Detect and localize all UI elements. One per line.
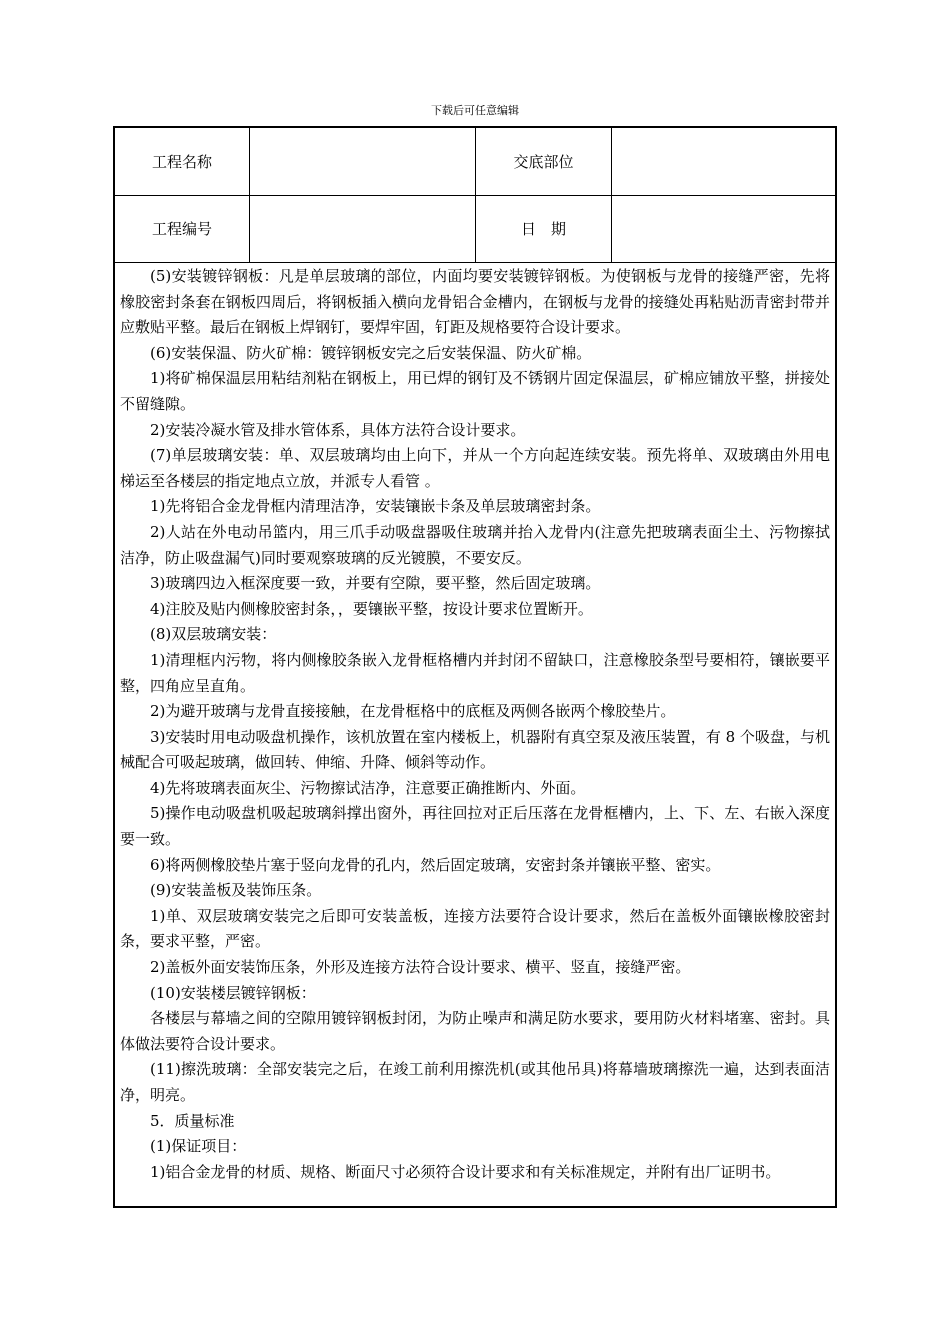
paragraph: 1)清理框内污物，将内侧橡胶条嵌入龙骨框格槽内并封闭不留缺口，注意橡胶条型号要相符，镶嵌要平整，四角应呈直角。 [120,650,830,695]
paragraph: 2)为避开玻璃与龙骨直接接触，在龙骨框格中的底框及两侧各嵌两个橡胶垫片。 [150,702,676,721]
project-no-value [250,195,476,262]
date-value [612,195,835,262]
paragraph: 4)先将玻璃表面灰尘、污物擦试洁净，注意要正确推断内、外面。 [150,778,586,797]
disclosure-body [120,264,830,1185]
paragraph: 4)注胶及贴内侧橡胶密封条，，要镶嵌平整，按设计要求位置断开。 [150,599,593,618]
paragraph: 1)将矿棉保温层用粘结剂粘在钢板上，用已焊的钢钉及不锈钢片固定保温层，矿棉应铺放平整，拼接处不留缝隙。 [120,369,830,413]
paragraph: 各楼层与幕墙之间的空隙用镀锌钢板封闭，为防止噪声和满足防水要求，要用防火材料堵塞、密封。具体做法要符合设计要求。 [120,1009,830,1053]
project-name-value [250,128,476,195]
paragraph: 1)铝合金龙骨的材质、规格、断面尺寸必须符合设计要求和有关标准规定，并附有出厂证明书。 [150,1162,781,1181]
paragraph: 2)盖板外面安装饰压条，外形及连接方法符合设计要求、横平、竖直，接缝严密。 [150,958,691,977]
paragraph: 3)安装时用电动吸盘机操作，该机放置在室内楼板上，机器附有真空泵及液压装置，有 8 个吸盘，与机械配合可吸起玻璃，做回转、伸缩、升降、倾斜等动作。 [120,727,830,772]
paragraph: (1)保证项目： [150,1137,247,1156]
location-value [612,128,835,195]
paragraph: 1)先将铝合金龙骨框内清理洁净，安装镶嵌卡条及单层玻璃密封条。 [150,497,601,516]
project-name-label: 工程名称 [115,128,250,195]
paragraph: 3)玻璃四边入框深度要一致，并要有空隙，要平整，然后固定玻璃。 [150,574,601,593]
date-label: 日 期 [476,195,612,262]
project-no-label: 工程编号 [115,195,250,262]
paragraph: 1)单、双层玻璃安装完之后即可安装盖板，连接方法要符合设计要求，然后在盖板外面镶嵌橡胶密封条，要求平整，严密。 [120,906,830,951]
paragraph: 5)操作电动吸盘机吸起玻璃斜撑出窗外，再往回拉对正后压落在龙骨框槽内，上、下、左、右嵌入深度要一致。 [120,804,830,849]
paragraph: (5)安装镀锌钢板：凡是单层玻璃的部位，内面均要安装镀锌钢板。为使钢板与龙骨的接缝严密，先将橡胶密封条套在钢板四周后，将钢板插入横向龙骨铝合金槽内，在钢板与龙骨的接缝处再粘贴沥青密封带并应敷贴平整。最后在钢板上焊钢钉，要焊牢固，钉距及规格要符合设计要求。 [120,267,830,337]
location-label: 交底部位 [476,128,612,195]
paragraph: (9)安装盖板及装饰压条。 [150,881,322,900]
paragraph: (11)擦洗玻璃：全部安装完之后，在竣工前利用擦洗机(或其他吊具)将幕墙玻璃擦洗一遍，达到表面洁净，明亮。 [120,1060,830,1104]
paragraph: 2)人站在外电动吊篮内，用三爪手动吸盘器吸住玻璃并抬入龙骨内(注意先把玻璃表面尘土、污物擦拭洁净，防止吸盘漏气)同时要观察玻璃的反光镀膜，不要安反。 [120,522,830,567]
disclosure-sheet [113,126,837,1208]
paragraph: (8)双层玻璃安装： [150,625,277,644]
section-heading: 5．质量标准 [150,1111,235,1130]
paragraph: (10)安装楼层镀锌钢板： [150,983,316,1002]
paragraph: (6)安装保温、防火矿棉：镀锌钢板安完之后安装保温、防火矿棉。 [150,343,592,362]
paragraph: (7)单层玻璃安装：单、双层玻璃均由上向下，并从一个方向起连续安装。预先将单、双玻璃由外用电梯运至各楼层的指定地点立放，并派专人看管 。 [120,446,830,490]
table-row-project-no [115,195,835,263]
header-note: 下载后可任意编辑 [431,104,519,117]
paragraph: 6)将两侧橡胶垫片塞于竖向龙骨的孔内，然后固定玻璃，安密封条并镶嵌平整、密实。 [150,855,721,874]
table-row-project-name [115,128,835,196]
paragraph: 2)安装冷凝水管及排水管体系，具体方法符合设计要求。 [150,420,526,439]
